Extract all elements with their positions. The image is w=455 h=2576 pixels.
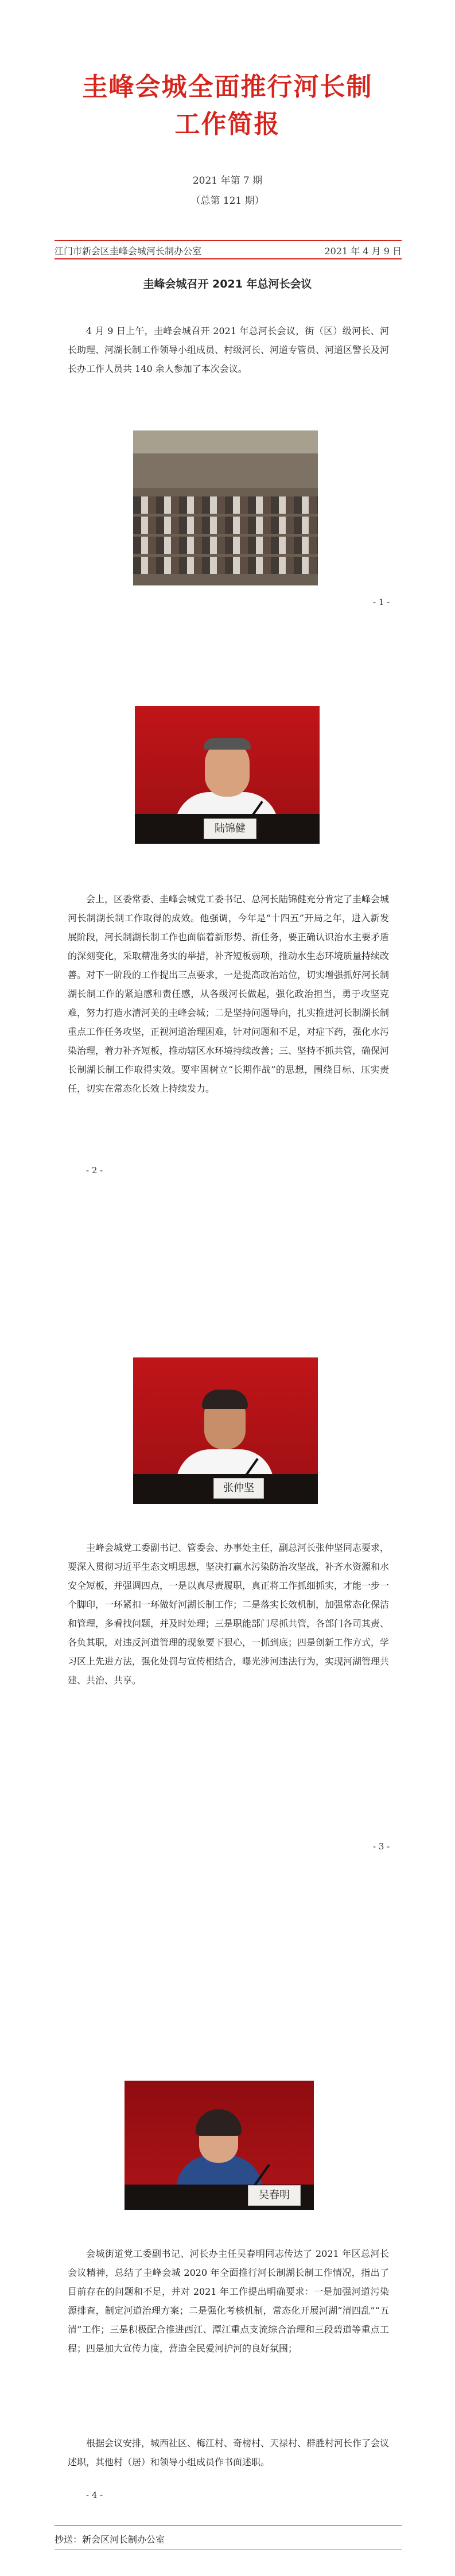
cc-line: 抄送：新会区河长制办公室	[55, 2534, 165, 2545]
nameplate-zhang: 张仲坚	[213, 1478, 264, 1499]
total-issue-number: （总第 121 期）	[190, 195, 265, 207]
portrait-photo-wu	[125, 2081, 314, 2210]
page-number-2: - 2 -	[86, 1165, 103, 1176]
publish-date: 2021 年 4 月 9 日	[324, 246, 402, 257]
publisher-row	[55, 244, 402, 257]
portrait-photo-zhang	[133, 1357, 318, 1504]
article-paragraph-final: 根据会议安排，城西社区、梅江村、奇榜村、天禄村、群胜村河长作了会议述职，其他村（居）和领导小组成员作书面述职。	[68, 2438, 390, 2468]
header-bottom-rule	[55, 258, 402, 259]
portrait-photo-lu	[135, 706, 320, 844]
nameplate-lu: 陆锦健	[204, 818, 256, 839]
meeting-hall-photo	[133, 430, 318, 585]
page-number-4: - 4 -	[86, 2490, 103, 2500]
article-intro: 4 月 9 日上午，圭峰会城召开 2021 年总河长会议，街（区）级河长、河长助理、河湖长制工作领导小组成员、村级河长、河道专管员、河道区警长及河长办工作人员共 140 余人参加了本次会议。	[68, 325, 390, 374]
article-paragraph-wu: 会城街道党工委副书记、河长办主任吴春明同志传达了 2021 年区总河长会议精神，总结了圭峰会城 2020 年全面推行河长制湖长制工作情况，指出了目前存在的问题和不足，并对 2021 年工作提出明确要求：一是加强河道污染源排查，制定河道治理方案；二是强化考核机制，常态化开展河湖“清四乱”“五清”工作；三是积极配合推进西江、潭江重点支流综合治理和三段碧道等重点工程；四是加大宣传力度，营造全民爱河护河的良好氛围；	[68, 2248, 389, 2354]
publisher-name: 江门市新会区圭峰会城河长制办公室	[55, 246, 202, 257]
article-headline: 圭峰会城召开 2021 年总河长会议	[143, 278, 312, 290]
issue-number: 2021 年第 7 期	[192, 175, 263, 187]
nameplate-wu: 吴春明	[248, 2185, 301, 2206]
page-number-3: - 3 -	[373, 1841, 390, 1852]
article-paragraph-lu: 会上，区委常委、圭峰会城党工委书记、总河长陆锦健充分肯定了圭峰会城河长制湖长制工作取得的成效。他强调，今年是“十四五”开局之年，进入新发展阶段，河长制湖长制工作也面临着新形势、新任务，要正确认识治水主要矛盾的深刻变化，采取精准务实的举措，补齐短板弱项，推动水生态环境质量持续改善。对下一阶段的工作提出三点要求，一是提高政治站位，切实增强抓好河长制湖长制工作的紧迫感和责任感，从各级河长做起，强化政治担当，勇于攻坚克难，努力打造水清河美的圭峰会城；二是坚持问题导向，扎实推进河长制湖长制重点工作任务攻坚，正视河道治理困难，针对问题和不足，对症下药，强化水污染治理，着力补齐短板，推动辖区水环境持续改善；三、坚持不抓共管，确保河长制湖长制工作取得实效。要牢固树立“长期作战”的思想，围绕目标、压实责任，切实在常态化长效上持续发力。	[68, 894, 390, 1094]
article-paragraph-zhang: 圭峰会城党工委副书记、管委会、办事处主任，副总河长张仲坚同志要求，要深入贯彻习近平生态文明思想，坚决打赢水污染防治攻坚战，补齐水资源和水安全短板，并强调四点，一是以真尽责履职，真正将工作抓细抓实，才能一步一个脚印，一环紧扣一环做好河湖长制工作；二是落实长效机制，加强常态化保洁和管理，多看找问题，并及时处理；三是职能部门尽抓共管，各部门各司其责、各负其职，对违反河道管理的现象要下狠心，一抓到底；四是创新工作方式，学习区上先进方法，强化处罚与宣传相结合，曝光涉河违法行为，实现河湖管理共建、共治、共享。	[68, 1542, 390, 1686]
header-top-rule	[55, 240, 402, 241]
report-title-line2: 工作简报	[174, 110, 281, 139]
page-number-1: - 1 -	[373, 597, 390, 607]
footer-top-rule	[55, 2525, 402, 2526]
report-title-line1: 圭峰会城全面推行河长制	[82, 72, 373, 102]
